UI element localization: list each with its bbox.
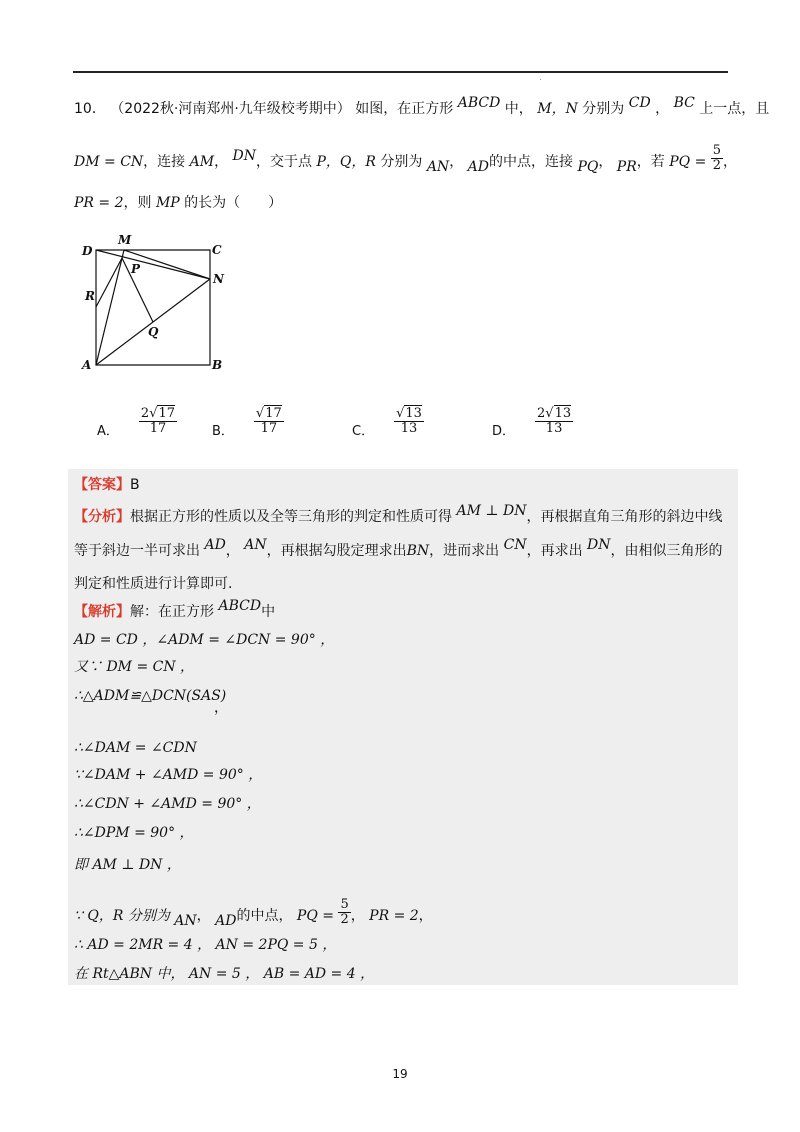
solution-line: 即 AM ⊥ DN ， [74,857,181,873]
math-pqr: P，Q，R [316,154,376,171]
question-number: 10． [74,101,106,117]
solution-midpoint-line: ∵ Q，R 分别为 AN， AD的中点， PQ = $\frac{5}{2}$ ， PR = 2， [74,897,433,930]
fraction-denominator: 2 [340,911,349,927]
option-label: D． [492,424,516,439]
analysis-text: ，由相似三角形的 [610,543,723,559]
math-ad: AD [215,913,237,930]
fraction-five-halves [711,144,723,172]
question-line-3 [74,196,734,210]
option-fraction: $\frac{2√13}{13}$ [537,406,572,436]
fraction-numerator: 5 [340,897,349,912]
analysis-line-3 [74,577,232,591]
math-dn: DN [587,537,611,553]
analysis-tag: 【分析】 [74,509,130,525]
question-text: 中， [504,101,533,117]
analysis-text: ，再求出 [526,543,583,559]
question-text: 的长为（ ） [184,195,283,211]
math-an: AN [426,159,450,176]
question-source: （2022秋·河南郑州·九年级校考期中） [110,101,351,117]
option-label: B． [212,424,234,439]
math-pq-eq: PQ = [296,908,334,925]
option-fraction: $\frac{2√17}{17}$ [140,406,176,436]
math-ad: AD [467,159,489,176]
analysis-text: 等于斜边一半可求出 [74,543,200,559]
denominator: 17 [260,421,278,436]
radicand: 17 [158,406,176,422]
option-d[interactable] [492,404,573,439]
math-ad: AD [204,537,226,553]
segment-pr [96,258,122,307]
fraction-denominator: 2 [712,157,722,173]
solution-intro [74,598,276,620]
label-r: R [85,289,95,303]
math-pr-eq: PR = 2 [74,195,124,211]
label-m: M [118,233,132,247]
label-a: A [82,358,92,372]
question-text: ，则 [123,195,152,211]
solution-text: 的中点， [236,908,293,925]
math-am-perp-dn: AM ⊥ DN [456,503,527,519]
label-n: N [213,272,224,286]
analysis-text: ，进而求出 [429,543,500,559]
math-dm-cn: DM = CN [74,154,144,171]
option-a[interactable] [97,404,177,439]
coefficient: 2 [140,406,150,422]
option-fraction: $\frac{√17}{17}$ [255,406,282,436]
solution-line: ∴∠DAM = ∠CDN [74,740,197,756]
denominator: 17 [149,421,167,436]
math-pq: PQ [577,159,599,176]
math-dn: DN [232,148,256,165]
label-d: D [82,244,93,258]
option-label: A． [97,424,119,439]
solution-text: 解：在正方形 [130,604,214,620]
radicand: 13 [554,406,572,422]
label-q: Q [148,325,159,339]
solution-line: ∴∠CDN + ∠AMD = 90° ， [74,796,261,812]
question-text: 分别为 [582,101,625,117]
math-cd: CD [628,95,651,111]
math-mp: MP [155,195,180,211]
answer-value: B [130,477,140,493]
page-number: 19 [392,1067,408,1081]
analysis-line-2: 等于斜边一半可求出 AD， AN，再根据勾股定理求出BN，进而求出 CN，再求出 DN，由相似三角形的 [74,537,723,559]
question-text: 如图，在正方形 [355,101,454,117]
geometry-figure [78,230,238,375]
denominator: 13 [545,421,563,436]
option-b[interactable] [212,404,284,439]
coefficient: 2 [537,406,546,422]
option-label: C． [352,424,375,439]
label-p: P [131,262,141,276]
fraction-five-halves [338,898,350,926]
solution-line: AD = CD ，∠ADM = ∠DCN = 90° ， [74,632,335,648]
option-c[interactable] [352,404,424,439]
question-text: ，交于点 [256,154,312,171]
question-line-2: DM = CN，连接 AM， DN，交于点 P，Q，R 分别为 AN， AD的中点，连接 PQ， PR，若 PQ = $\frac{5}{2}$ ， [74,143,738,176]
question-text: 的中点，连接 [488,154,573,171]
analysis-text: ，再根据勾股定理求出 [266,543,407,559]
label-c: C [212,243,222,257]
solution-line: ， [214,700,228,716]
math-abcd: ABCD [457,95,501,111]
analysis-text: ，再根据直角三角形的斜边中线 [526,509,723,525]
math-cn: CN [503,537,527,553]
solution-text: ∵ Q，R 分别为 [74,908,170,925]
math-an: AN [174,913,197,930]
solution-line: ∴△ADM≌△DCN(SAS) [74,688,227,704]
analysis-text: 判定和性质进行计算即可. [74,576,233,592]
answer-tag: 【答案】 [74,477,130,493]
radicand: 13 [405,406,422,422]
solution-line: 在 Rt△ABN 中， AN = 5 ， AB = AD = 4 ， [74,966,375,982]
analysis-text: 根据正方形的性质以及全等三角形的判定和性质可得 [130,509,452,525]
math-an: AN [244,537,267,553]
solution-line: ∴ AD = 2MR = 4 ， AN = 2PQ = 5 ， [74,937,337,953]
solution-line: 又∵ DM = CN ， [74,659,195,675]
radicand: 17 [265,406,282,422]
math-pr: PR [616,159,637,176]
question-text: ， [655,101,670,117]
question-text: ，若 [636,154,665,171]
solution-text: 中 [261,604,276,620]
option-fraction: $\frac{√13}{13}$ [396,406,422,436]
analysis-line-1 [74,503,723,525]
math-bc: BC [673,95,695,111]
square-abcd [96,250,210,365]
solution-line: ∵∠DAM + ∠AMD = 90° ， [74,767,263,783]
fraction-numerator: 5 [712,143,722,158]
solution-tag: 【解析】 [74,604,130,620]
question-text: 分别为 [380,154,423,171]
header-rule [73,71,728,73]
answer-line [74,478,140,492]
math-pr-eq: PR = 2 [369,908,419,925]
question-text: ，连接 [143,154,186,171]
math-mn: M，N [537,101,578,117]
header-dot [540,79,541,80]
solution-line: ∴∠DPM = 90° ， [74,825,194,841]
math-pq-eq: PQ = [669,154,707,171]
math-am: AM [189,154,215,171]
label-b: B [212,358,223,372]
question-text: 上一点，且 [699,101,770,117]
denominator: 13 [400,421,418,436]
math-abcd: ABCD [218,598,262,614]
question-line-1 [74,95,770,117]
math-bn: BN [406,543,430,559]
